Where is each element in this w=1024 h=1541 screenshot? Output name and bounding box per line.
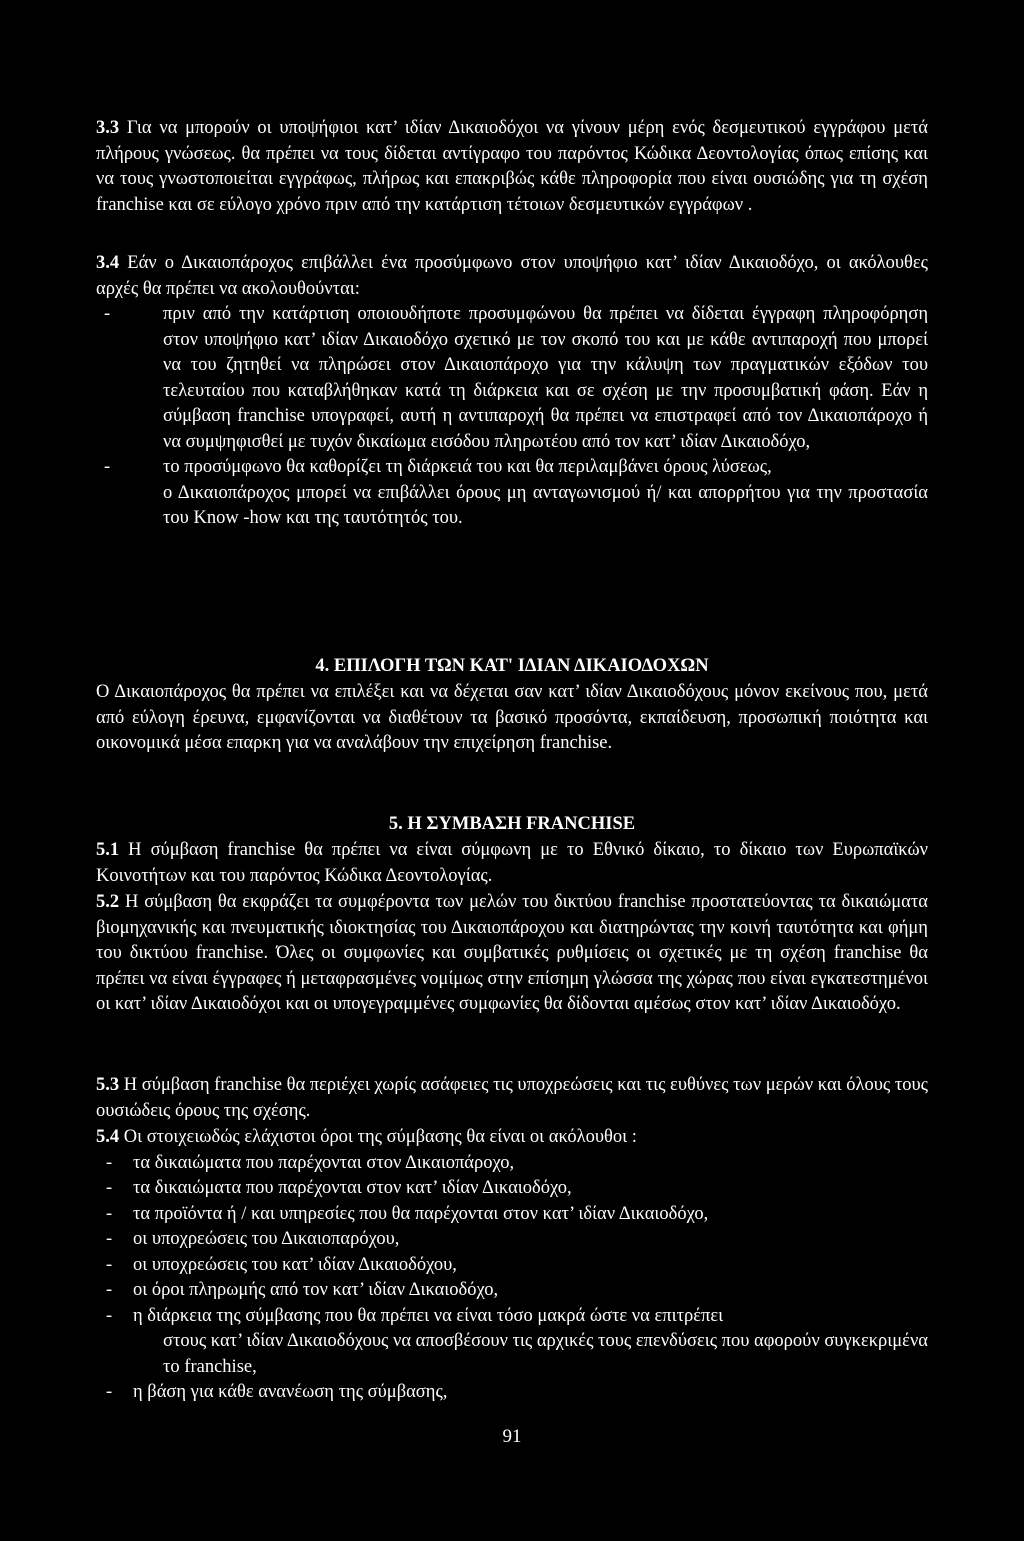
paragraph-5-2	[96, 890, 928, 1018]
section-number: 5.1	[96, 840, 120, 860]
list-item-text: η διάρκεια της σύμβασης που θα πρέπει να είναι τόσο μακρά ώστε να επιτρέπει	[133, 1305, 724, 1326]
paragraph-text: Η σύμβαση θα εκφράζει τα συμφέροντα των μελών του δικτύου franchise προστατεύοντας τα δικαιώματα βιομηχανικής και πνευματικής ιδιοκτησίας του Δικαιοπάροχου και διατηρώντας την κοινή ταυτότητα και φήμη του δικτύου franchise. Όλες οι συμφωνίες και συμβατικές ρυθμίσεις οι σχετικές με τη σχέση franchise θα πρέπει να είναι έγγραφες ή μεταφρασμένες νομίμως στην επίσημη γλώσσα της χώρας που είναι εγκατεστημένοι οι κατ’ ιδίαν Δικαιοδόχοι και οι υπογεγραμμένες συμφωνίες θα δίδονται αμέσως στον κατ’ ιδίαν Δικαιοδόχο.	[96, 892, 928, 1014]
section-number: 3.4	[96, 253, 120, 273]
list-dash: -	[106, 1305, 113, 1326]
list-item	[96, 1202, 928, 1228]
list-item-text: η βάση για κάθε ανανέωση της σύμβασης,	[133, 1382, 448, 1402]
list-item	[96, 1151, 928, 1177]
list-dash: -	[106, 1382, 113, 1402]
paragraph-5-4	[96, 1125, 928, 1406]
list-item	[96, 302, 928, 455]
section-number: 5.4	[96, 1127, 120, 1147]
list-item	[96, 1380, 928, 1406]
list-item-text: οι υποχρεώσεις του Δικαιοπαρόχου,	[133, 1229, 400, 1249]
paragraph-5-1	[96, 838, 928, 889]
paragraph-text: Οι στοιχειωδώς ελάχιστοι όροι της σύμβασης θα είναι οι ακόλουθοι :	[123, 1127, 637, 1147]
list-dash: -	[106, 1280, 113, 1300]
paragraph-3-3	[96, 116, 928, 218]
page-number: 91	[502, 1426, 522, 1447]
paragraph-text: Ο Δικαιοπάροχος θα πρέπει να επιλέξει και να δέχεται σαν κατ’ ιδίαν Δικαιοδόχους μόνον εκείνους που, μετά από εύλογη έρευνα, εμφανίζονται να διαθέτουν τα βασικό προσόντα, εκπαίδευση, προσωπική ποιότητα και οικονομικά μέσα επαρκη για να αναλάβουν την επιχείρηση franchise.	[96, 682, 928, 753]
list-dash: -	[104, 457, 111, 477]
list-item-text: οι υποχρεώσεις του κατ’ ιδίαν Δικαιοδόχου,	[133, 1254, 457, 1275]
paragraph-5-3	[96, 1073, 928, 1124]
section-heading-5: 5. Η ΣΥΜΒΑΣΗ FRANCHISE	[388, 814, 636, 834]
paragraph-text: Για να μπορούν οι υποψήφιοι κατ’ ιδίαν Δικαιοδόχοι να γίνουν μέρη ενός δεσμευτικού εγγράφου μετά πλήρους γνώσεως. θα πρέπει να τους δίδεται αντίγραφο του παρόντος Κώδικα Δεοντολογίας όπως επίσης και να τους γνωστοποιείται εγγράφως, πλήρως και επακριβώς κάθε πληροφορία που είναι ουσιώδης για τη σχέση franchise και σε εύλογο χρόνο πριν από την κατάρτιση τέτοιων δεσμευτικών εγγράφων .	[96, 118, 929, 215]
list-item-text: στους κατ’ ιδίαν Δικαιοδόχους να αποσβέσουν τις αρχικές τους επενδύσεις που αφορούν συγκεκριμένα το franchise,	[163, 1331, 928, 1377]
list-item-text: τα δικαιώματα που παρέχονται στον κατ’ ιδίαν Δικαιοδόχο,	[133, 1178, 572, 1198]
list-dash: -	[104, 304, 111, 324]
list-item-text: πριν από την κατάρτιση οποιουδήποτε προσυμφώνου θα πρέπει να δίδεται έγγραφη πληροφόρηση στον υποψήφιο κατ’ ιδίαν Δικαιοδόχο σχετικό με τον σκοπό του και με κάθε αντιπαροχή που μπορεί να του ζητηθεί να πληρώσει στον Δικαιοπάροχο για την κάλυψη των πραγματικών εξόδων του τελευταίου που καταβλήθηκαν κατά τη διάρκεια και σε σχέση με την προσυμβατική φάση. Εάν η σύμβαση franchise υπογραφεί, αυτή η αντιπαροχή θα πρέπει να επιστραφεί από τον Δικαιοπάροχο ή να συμψηφισθεί με τυχόν δικαίωμα εισόδου πληρωτέου από τον κατ’ ιδίαν Δικαιοδόχο,	[163, 304, 928, 452]
list-item-continuation	[96, 1329, 928, 1380]
list-item-continuation	[96, 481, 928, 532]
list-item-text: ο Δικαιοπάροχος μπορεί να επιβάλλει όρους μη ανταγωνισμού ή/ και απορρήτου για την προστασία του Know -how και της ταυτότητός του.	[163, 482, 928, 528]
list-item	[96, 1227, 928, 1253]
list-item-text: οι όροι πληρωμής από τον κατ’ ιδίαν Δικαιοδόχο,	[133, 1280, 499, 1300]
list-dash: -	[106, 1229, 113, 1249]
paragraph-text: Η σύμβαση franchise θα πρέπει να είναι σύμφωνη με το Εθνικό δίκαιο, το δίκαιο των Ευρωπαϊκών Κοινοτήτων και του παρόντος Κώδικα Δεοντολογίας.	[96, 840, 928, 886]
list-dash: -	[106, 1254, 113, 1275]
list-dash: -	[106, 1178, 113, 1198]
section-number: 5.3	[96, 1075, 120, 1095]
paragraph-3-4	[96, 251, 928, 532]
paragraph-text: Η σύμβαση franchise θα περιέχει χωρίς ασάφειες τις υποχρεώσεις και τις ευθύνες των μερών και όλους τους ουσιώδεις όρους της σχέσης.	[96, 1075, 928, 1121]
paragraph-4	[96, 680, 928, 757]
paragraph-3-4-intro	[96, 251, 928, 302]
list-dash: -	[106, 1203, 113, 1224]
list-item	[96, 1253, 928, 1279]
paragraph-text: Εάν ο Δικαιοπάροχος επιβάλλει ένα προσύμφωνο στον υποψήφιο κατ’ ιδίαν Δικαιοδόχο, οι ακόλουθες αρχές θα πρέπει να ακολουθούνται:	[96, 253, 929, 299]
section-number: 5.2	[96, 892, 120, 912]
list-item	[96, 1304, 928, 1330]
list-item	[96, 1176, 928, 1202]
list-item	[96, 1278, 928, 1304]
section-heading-4: 4. ΕΠΙΛΟΓΗ ΤΩΝ ΚΑΤ' ΙΔΙΑΝ ΔΙΚΑΙΟΔΟΧΩΝ	[315, 656, 709, 676]
list-item-text: τα προϊόντα ή / και υπηρεσίες που θα παρέχονται στον κατ’ ιδίαν Δικαιοδόχο,	[133, 1203, 709, 1224]
section-number: 3.3	[96, 118, 120, 138]
paragraph-5-4-intro	[96, 1125, 928, 1151]
list-dash: -	[106, 1152, 113, 1173]
list-item	[96, 455, 928, 481]
list-item-text: το προσύμφωνο θα καθορίζει τη διάρκειά του και θα περιλαμβάνει όρους λύσεως,	[163, 457, 772, 477]
list-item-text: τα δικαιώματα που παρέχονται στον Δικαιοπάροχο,	[133, 1152, 515, 1173]
